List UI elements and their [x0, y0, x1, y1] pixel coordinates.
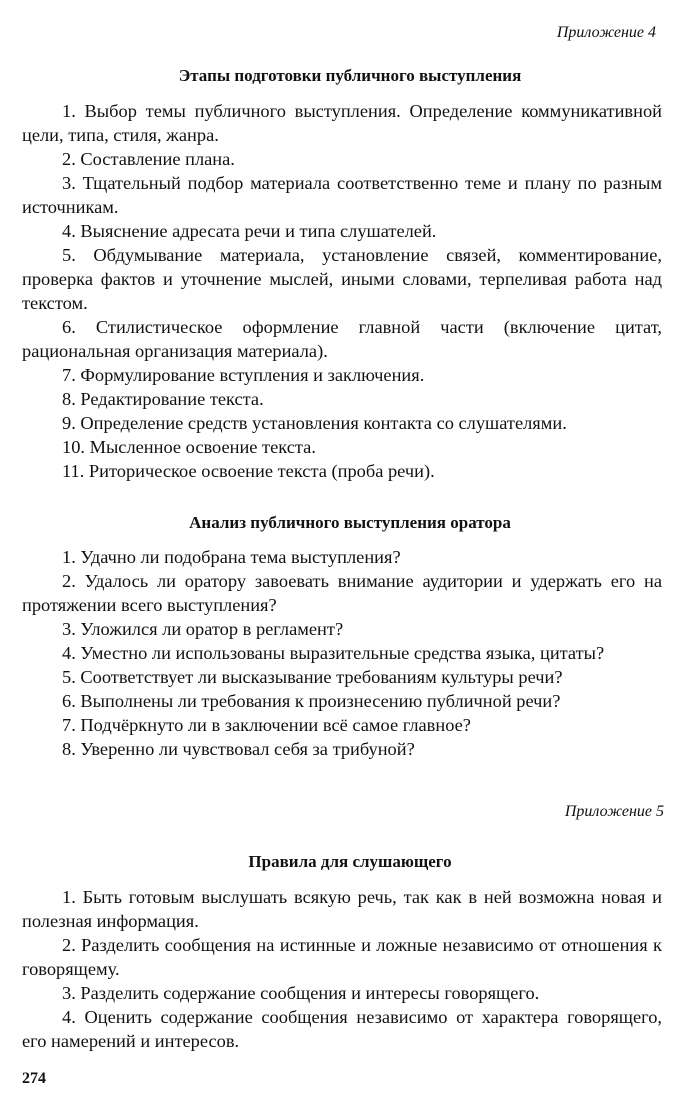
list-item: 10. Мысленное освоение текста.: [62, 437, 316, 457]
listener-rules-list: [22, 885, 662, 1053]
list-item: 7. Подчёркнуто ли в заключении всё самое главное?: [62, 715, 471, 735]
list-item: 4. Уместно ли использованы выразительные средства языка, цитаты?: [62, 643, 605, 663]
list-item: 3. Разделить содержание сообщения и интересы говорящего.: [62, 983, 540, 1003]
page-number: 274: [22, 1070, 46, 1087]
list-item: 1. Выбор темы публичного выступления. Определение коммуникативной цели, типа, стиля, жанра.: [22, 101, 662, 145]
list-item: 9. Определение средств установления контакта со слушателями.: [62, 413, 567, 433]
list-item: 8. Редактирование текста.: [62, 389, 264, 409]
list-item: 4. Оценить содержание сообщения независимо от характера говорящего, его намерений и интересов.: [22, 1007, 662, 1051]
appendix-4-label: Приложение 4: [556, 24, 656, 41]
list-item: 2. Разделить сообщения на истинные и ложные независимо от отношения к говорящему.: [22, 935, 662, 979]
preparation-stages-list: [22, 99, 662, 483]
section-title-preparation-stages: Этапы подготовки публичного выступления: [178, 66, 522, 85]
list-item: 8. Уверенно ли чувствовал себя за трибуной?: [62, 739, 415, 759]
list-item: 2. Составление плана.: [62, 149, 235, 169]
list-item: 11. Риторическое освоение текста (проба речи).: [62, 461, 435, 481]
section-title-speech-analysis: Анализ публичного выступления оратора: [189, 513, 511, 532]
list-item: 3. Тщательный подбор материала соответственно теме и плану по разным источникам.: [22, 173, 662, 217]
list-item: 4. Выяснение адресата речи и типа слушателей.: [62, 221, 437, 241]
speech-analysis-list: [22, 545, 662, 761]
list-item: 5. Соответствует ли высказывание требованиям культуры речи?: [62, 667, 563, 687]
list-item: 5. Обдумывание материала, установление связей, комментирование, проверка фактов и уточнение мыслей, иными словами, терпеливая работа над текстом.: [22, 245, 662, 313]
list-item: 1. Быть готовым выслушать всякую речь, так как в ней возможна новая и полезная информация.: [22, 887, 662, 931]
list-item: 7. Формулирование вступления и заключения.: [62, 365, 425, 385]
list-item: 3. Уложился ли оратор в регламент?: [62, 619, 344, 639]
list-item: 1. Удачно ли подобрана тема выступления?: [62, 547, 401, 567]
appendix-5-label: Приложение 5: [564, 803, 664, 820]
list-item: 6. Стилистическое оформление главной части (включение цитат, рациональная организация материала).: [22, 317, 662, 361]
list-item: 6. Выполнены ли требования к произнесению публичной речи?: [62, 691, 561, 711]
section-title-listener-rules: Правила для слушающего: [248, 852, 452, 871]
list-item: 2. Удалось ли оратору завоевать внимание аудитории и удержать его на протяжении всего выступления?: [22, 571, 662, 615]
